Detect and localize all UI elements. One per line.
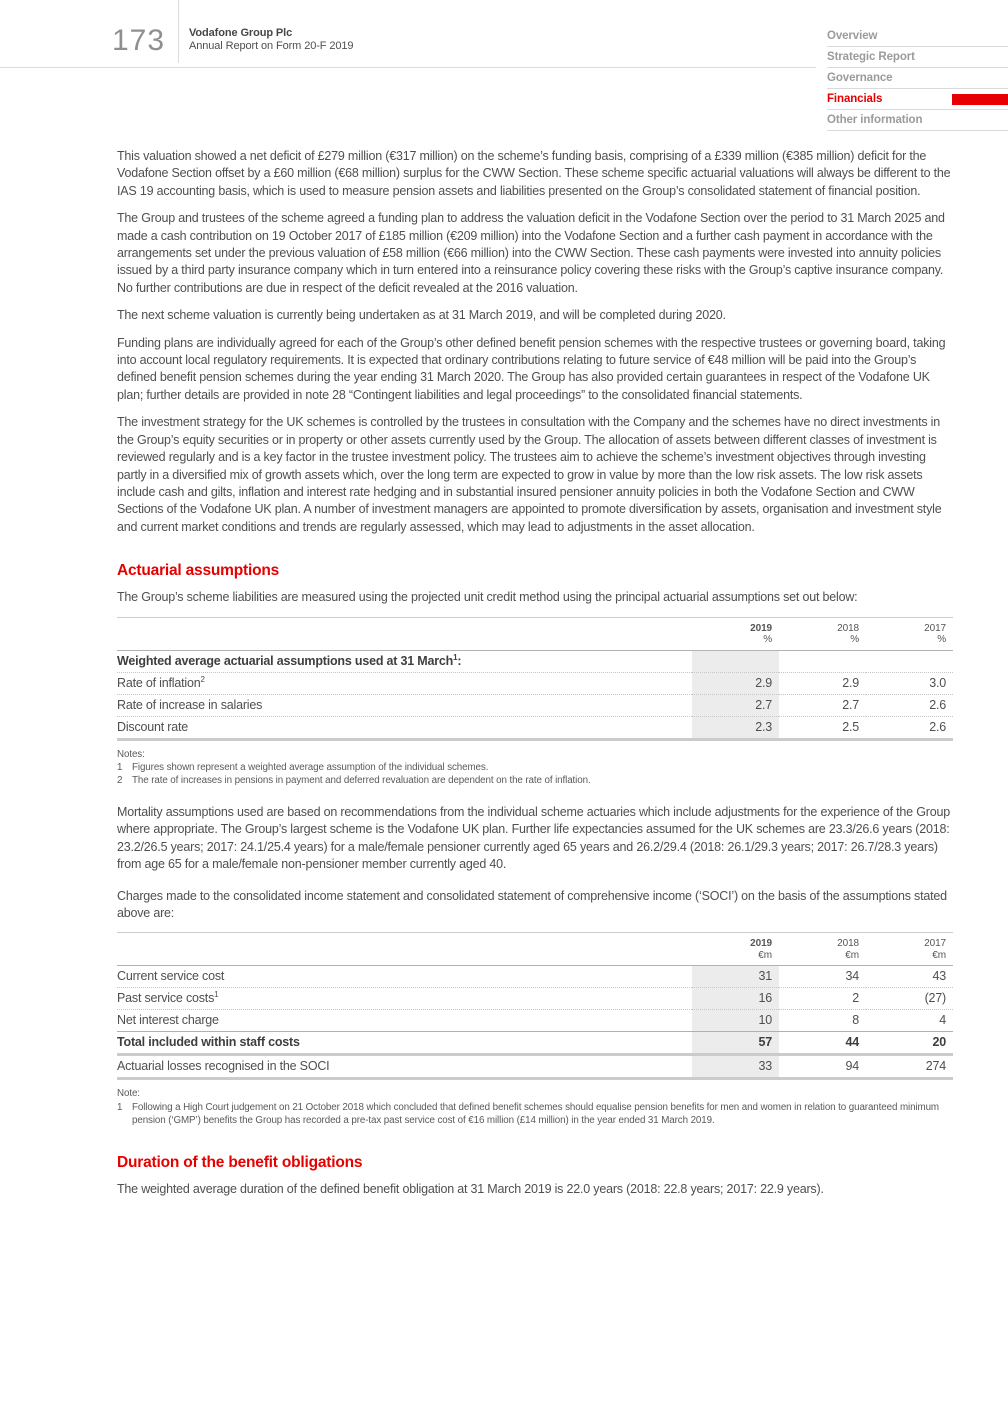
table-row	[117, 1010, 953, 1032]
cell-2017: 2.6	[929, 697, 946, 712]
cell-2017: 274	[925, 1059, 946, 1074]
page-number: 173	[112, 24, 166, 57]
row-label: Rate of inflation$^2$	[117, 674, 205, 690]
cell-2019: 2.3	[692, 716, 779, 739]
column-header-2017: 2017 €m	[924, 938, 946, 961]
row-label: Current service cost	[117, 969, 225, 984]
cell-2018	[779, 650, 866, 672]
section-nav	[827, 26, 1008, 131]
table-header-row	[117, 933, 953, 966]
cell-2019: 31	[692, 966, 779, 988]
cell-2017: 20	[932, 1035, 946, 1050]
nav-item-financials-label: Financials	[827, 93, 883, 105]
note-line: 2 The rate of increases in pensions in payment and deferred revaluation are dependent on the rate of inflation.	[117, 775, 591, 787]
cell-2018: 2.7	[842, 697, 859, 712]
cell-2018: 2	[852, 991, 859, 1006]
page-header	[0, 0, 1008, 126]
table-row	[117, 716, 953, 739]
paragraph-duration: The weighted average duration of the defined benefit obligation at 31 March 2019 is 22.0 years (2018: 22.8 years; 2017: 22.9 years).	[117, 1181, 824, 1196]
nav-item-overview[interactable]: Overview	[827, 26, 1008, 47]
table-row	[117, 988, 953, 1010]
paragraph-investment-strategy: The investment strategy for the UK schemes is controlled by the trustees in consultation with the Company and the schemes have no direct investments in the Group’s equity securities or in property or other assets currently used by the Group. The allocation of assets between different classes of investment is reviewed regularly and is a key factor in the trustee investment policy. The trustees aim to achieve the scheme’s investment objectives through investing partly in a diversified mix of growth assets which, over the long term are expected to grow in value by more than the low risk assets. The low risk assets include cash and gilts, inflation and interest rate hedging and in substantial insured pensioner annuity policies in both the Vodafone Section and CWW Sections of the Vodafone UK plan. A number of investment managers are appointed to promote diversification by assets, organisation and investment style and current market conditions and trends are regularly assessed, which may lead to adjustments in the asset allocation.	[117, 415, 942, 534]
table-row	[117, 966, 953, 988]
cell-2019: 2.7	[692, 694, 779, 716]
row-label: Past service costs$^1$	[117, 990, 219, 1006]
nav-item-financials[interactable]	[827, 89, 1008, 110]
cell-2017: 43	[932, 969, 946, 984]
charges-table-note	[117, 1088, 953, 1127]
charges-table	[117, 932, 953, 1080]
financials-active-bar	[952, 94, 1008, 105]
cell-2017: 2.6	[929, 719, 946, 734]
table-row	[117, 694, 953, 716]
report-title: Annual Report on Form 20-F 2019	[189, 40, 354, 52]
company-block	[189, 27, 353, 53]
column-header-2019: 2019 %	[750, 622, 772, 646]
row-label: Rate of increase in salaries	[117, 697, 263, 712]
cell-2017: (27)	[924, 991, 946, 1006]
note-line: 1 Following a High Court judgement on 21 October 2018 which concluded that defined benefit schemes should equalise pension benefits for men and women in relation to guaranteed minimum pension (‘GMP’) benefits the Group has recorded a pre-tax past service cost of €16 million (£14 million) in the year ended 31 March 2019.	[117, 1102, 939, 1126]
column-header-2018: 2018 %	[837, 622, 859, 646]
header-spacer-cell	[117, 933, 692, 966]
cell-2019: 10	[692, 1010, 779, 1032]
cell-2019: 2.9	[692, 672, 779, 694]
cell-2018: 94	[845, 1059, 859, 1074]
row-label: Total included within staff costs	[117, 1035, 300, 1050]
cell-2017	[866, 650, 953, 672]
cell-2019: 57	[692, 1032, 779, 1055]
paragraph-funding-plans: Funding plans are individually agreed for each of the Group’s other defined benefit pension schemes with the respective trustees or governing board, taking into account local regulatory requirements. It is expected that ordinary contributions relating to future service of €48 million will be paid into the Group’s defined benefit pension schemes during the year ending 31 March 2020. The Group has also provided certain guarantees in respect of the Vodafone UK plan; further details are provided in note 28 “Contingent liabilities and legal proceedings” to the consolidated financial statements.	[117, 335, 946, 402]
main-content	[117, 68, 953, 1198]
cell-2019	[692, 650, 779, 672]
table-row	[117, 1055, 953, 1079]
cell-2018: 44	[845, 1035, 859, 1050]
cell-2018: 8	[852, 1013, 859, 1028]
cell-2018: 34	[845, 969, 859, 984]
cell-2019: 33	[692, 1055, 779, 1079]
cell-2017: 3.0	[929, 675, 946, 690]
actuarial-table-notes	[117, 749, 953, 788]
nav-item-governance[interactable]: Governance	[827, 68, 1008, 89]
row-label: Discount rate	[117, 719, 189, 734]
table-total-row	[117, 1032, 953, 1055]
nav-item-other-information[interactable]: Other information	[827, 110, 1008, 131]
cell-2018: 2.5	[842, 719, 859, 734]
header-divider	[178, 0, 179, 63]
paragraph-funding-plan: The Group and trustees of the scheme agreed a funding plan to address the valuation deficit in the Vodafone Section over the period to 31 March 2025 and made a cash contribution on 19 October 2017 of £185 million (€209 million) into the Vodafone Section and a further cash payment in accordance with the arrangements set under the previous valuation of £58 million (€66 million) into the CWW Section. These cash payments were invested into annuity policies issued by a third party insurance company which in turn entered into a reinsurance policy covering these risks with the Group’s captive insurance company. No further contributions are due in respect of the deficit revealed at the 2016 valuation.	[117, 211, 945, 295]
table-group-header-row	[117, 650, 953, 672]
header-rule	[0, 67, 816, 68]
paragraph-charges-intro: Charges made to the consolidated income statement and consolidated statement of comprehensive income (‘SOCI’) on the basis of the assumptions stated above are:	[117, 888, 947, 920]
column-header-2018: 2018 €m	[837, 938, 859, 961]
nav-item-strategic-report[interactable]: Strategic Report	[827, 47, 1008, 68]
paragraph-next-valuation: The next scheme valuation is currently being undertaken as at 31 March 2019, and will be completed during 2020.	[117, 308, 726, 323]
row-label: Actuarial losses recognised in the SOCI	[117, 1059, 330, 1074]
header-spacer-cell	[117, 617, 692, 650]
section-heading-actuarial-assumptions: Actuarial assumptions	[117, 562, 280, 580]
notes-label: Notes:	[117, 748, 145, 760]
column-header-2019: 2019 €m	[750, 938, 772, 961]
company-name: Vodafone Group Plc	[189, 27, 293, 39]
table-header-row	[117, 617, 953, 650]
paragraph-actuarial-intro: The Group’s scheme liabilities are measured using the projected unit credit method using the principal actuarial assumptions set out below:	[117, 590, 858, 605]
note-line: 1 Figures shown represent a weighted average assumption of the individual schemes.	[117, 762, 489, 774]
table-row	[117, 672, 953, 694]
cell-2019: 16	[692, 988, 779, 1010]
cell-2018: 2.9	[842, 675, 859, 690]
column-header-2017: 2017 %	[924, 622, 946, 646]
note-label: Note:	[117, 1088, 140, 1100]
cell-2017: 4	[939, 1013, 946, 1028]
row-label: Weighted average actuarial assumptions used at 31 March$^1$:	[117, 652, 462, 668]
section-heading-duration: Duration of the benefit obligations	[117, 1153, 363, 1171]
paragraph-mortality: Mortality assumptions used are based on recommendations from the individual scheme actuaries which include adjustments for the experience of the Group where appropriate. The Group’s largest scheme is the Vodafone UK plan. Further life expectancies assumed for the UK schemes are 23.3/26.6 years (2018: 23.2/26.5 years; 2017: 24.1/25.4 years) for a male/female pensioner currently aged 65 years and 26.2/29.4 (2018: 26.1/29.3 years; 2017: 26.7/28.3 years) from age 65 for a male/female non-pensioner member currently aged 40.	[117, 804, 950, 872]
actuarial-assumptions-table	[117, 617, 953, 741]
row-label: Net interest charge	[117, 1013, 219, 1028]
paragraph-valuation-deficit: This valuation showed a net deficit of £279 million (€317 million) on the scheme’s funding basis, comprising of a £339 million (€385 million) deficit for the Vodafone Section offset by a £60 million (€68 million) surplus for the CWW Section. These scheme specific actuarial valuations will always be different to the IAS 19 accounting basis, which is used to measure pension assets and liabilities presented on the Group’s consolidated statement of financial position.	[117, 149, 951, 198]
